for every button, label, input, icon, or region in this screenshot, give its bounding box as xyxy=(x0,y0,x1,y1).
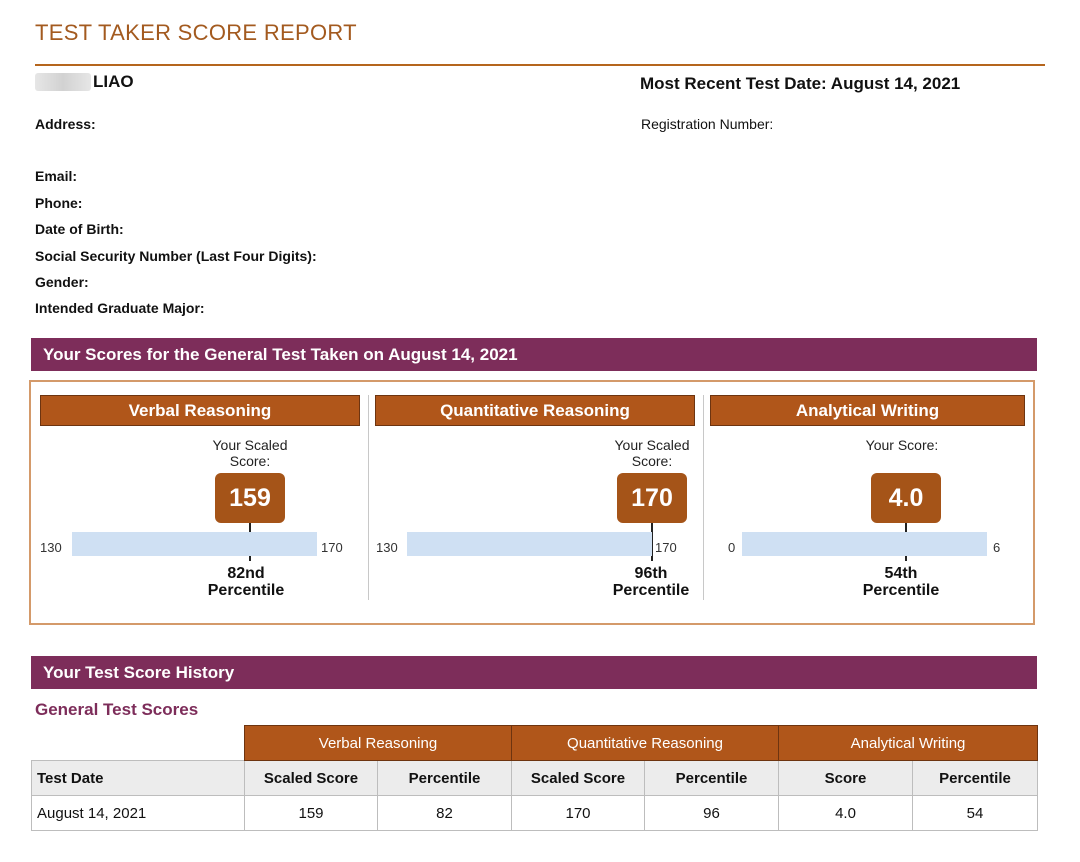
cell-quant-score: 170 xyxy=(512,796,645,831)
quant-percentile xyxy=(591,565,711,599)
table-row xyxy=(32,796,1038,831)
writing-score-box: 4.0 xyxy=(871,473,941,523)
title-divider xyxy=(35,64,1045,66)
cell-writing-percentile: 54 xyxy=(913,796,1038,831)
verbal-min-tick: 130 xyxy=(40,540,62,555)
cell-verbal-score: 159 xyxy=(245,796,378,831)
writing-min-tick: 0 xyxy=(728,540,736,555)
test-taker-last-name: LIAO xyxy=(93,72,134,91)
phone-label: Phone: xyxy=(35,195,83,211)
cell-quant-percentile: 96 xyxy=(645,796,779,831)
writing-percentile-word: Percentile xyxy=(862,582,940,599)
verbal-max-tick: 170 xyxy=(321,540,343,555)
email-label: Email: xyxy=(35,168,78,184)
quant-percentile-value: 96th xyxy=(634,565,668,582)
col-head-quant-percentile: Percentile xyxy=(645,761,779,796)
verbal-score-label: Your Scaled Score: xyxy=(212,437,288,469)
history-band: Your Test Score History xyxy=(31,656,1037,689)
score-history-table xyxy=(31,725,1038,831)
cell-writing-score: 4.0 xyxy=(779,796,913,831)
table-group-header-row xyxy=(32,726,1038,761)
verbal-percentile-value: 82nd xyxy=(227,565,265,582)
quant-max-tick: 170 xyxy=(655,540,677,555)
history-subtitle: General Test Scores xyxy=(35,700,199,719)
writing-percentile-value: 54th xyxy=(884,565,918,582)
gender-label: Gender: xyxy=(35,274,89,290)
col-head-writing-percentile: Percentile xyxy=(913,761,1038,796)
quant-percentile-word: Percentile xyxy=(612,582,690,599)
col-head-verbal-score: Scaled Score xyxy=(245,761,378,796)
quant-score-bar xyxy=(407,532,652,556)
quant-min-tick: 130 xyxy=(376,540,398,555)
verbal-percentile xyxy=(186,565,306,599)
date-of-birth-label: Date of Birth: xyxy=(35,221,124,237)
col-head-verbal-percentile: Percentile xyxy=(378,761,512,796)
cell-verbal-percentile: 82 xyxy=(378,796,512,831)
test-taker-name xyxy=(35,72,134,92)
writing-percentile xyxy=(841,565,961,599)
table-corner-blank xyxy=(32,726,245,761)
cell-test-date: August 14, 2021 xyxy=(32,796,245,831)
verbal-section xyxy=(40,395,360,605)
group-head-writing: Analytical Writing xyxy=(779,726,1038,761)
verbal-score-box: 159 xyxy=(215,473,285,523)
address-label: Address: xyxy=(35,116,96,132)
scores-band: Your Scores for the General Test Taken on August 14, 2021 xyxy=(31,338,1037,371)
quant-section xyxy=(375,395,695,605)
verbal-section-title: Verbal Reasoning xyxy=(40,395,360,426)
redacted-name-blur xyxy=(35,73,91,91)
col-head-test-date: Test Date xyxy=(32,761,245,796)
writing-section xyxy=(710,395,1030,605)
group-head-verbal: Verbal Reasoning xyxy=(245,726,512,761)
verbal-percentile-word: Percentile xyxy=(207,582,285,599)
writing-score-bar xyxy=(742,532,987,556)
quant-section-title: Quantitative Reasoning xyxy=(375,395,695,426)
quant-score-box: 170 xyxy=(617,473,687,523)
registration-number-label: Registration Number: xyxy=(641,116,774,132)
intended-major-label: Intended Graduate Major: xyxy=(35,300,205,316)
report-title: TEST TAKER SCORE REPORT xyxy=(35,20,357,45)
ssn-label: Social Security Number (Last Four Digits): xyxy=(35,248,317,264)
writing-max-tick: 6 xyxy=(993,540,1001,555)
verbal-score-bar xyxy=(72,532,317,556)
group-head-quant: Quantitative Reasoning xyxy=(512,726,779,761)
col-head-quant-score: Scaled Score xyxy=(512,761,645,796)
table-column-header-row xyxy=(32,761,1038,796)
writing-section-title: Analytical Writing xyxy=(710,395,1025,426)
col-head-writing-score: Score xyxy=(779,761,913,796)
most-recent-test-date: Most Recent Test Date: August 14, 2021 xyxy=(640,74,961,93)
quant-score-label: Your Scaled Score: xyxy=(614,437,690,469)
writing-score-label: Your Score: xyxy=(865,437,939,453)
